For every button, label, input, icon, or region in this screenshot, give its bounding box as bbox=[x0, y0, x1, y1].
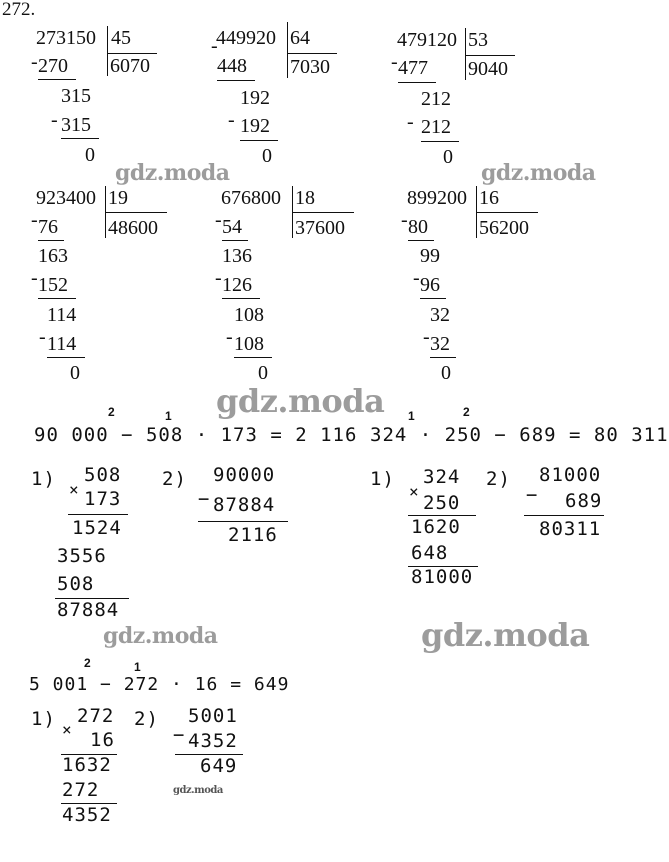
minus-sign: - bbox=[226, 326, 233, 348]
subtraction-line bbox=[524, 515, 604, 516]
step-label: 1) bbox=[31, 468, 56, 490]
minus-sign: − bbox=[526, 484, 539, 506]
minus-sign: - bbox=[211, 35, 218, 57]
order-mark: 2 bbox=[463, 405, 470, 419]
subtraction-line bbox=[38, 79, 76, 80]
quotient: 6070 bbox=[110, 55, 150, 77]
subtraction-line bbox=[408, 240, 434, 241]
remainder: 0 bbox=[85, 144, 95, 166]
multiply-sign: × bbox=[69, 480, 80, 499]
subtraction-line bbox=[421, 141, 459, 142]
factor: 324 bbox=[423, 466, 461, 488]
subtrahend: 114 bbox=[47, 333, 77, 355]
expression-line: 90 000 − 508 · 173 = 2 116 bbox=[34, 424, 358, 446]
subtrahend: 87884 bbox=[213, 494, 276, 516]
divisor-line bbox=[476, 212, 538, 213]
subtraction-line bbox=[38, 298, 76, 299]
remainder: 0 bbox=[443, 146, 453, 168]
partial-product: 272 bbox=[62, 779, 100, 801]
minus-sign: - bbox=[423, 326, 430, 348]
minus-sign: − bbox=[198, 488, 211, 510]
problem-number: 272. bbox=[2, 0, 36, 20]
divisor: 16 bbox=[479, 187, 499, 209]
divisor-line bbox=[107, 53, 157, 54]
watermark: gdz.moda bbox=[481, 160, 596, 186]
divisor-line bbox=[465, 55, 515, 56]
divisor: 19 bbox=[108, 187, 128, 209]
minuend: 5001 bbox=[188, 705, 238, 727]
factor: 173 bbox=[84, 488, 122, 510]
remainder: 0 bbox=[70, 362, 80, 384]
minus-sign: - bbox=[407, 111, 414, 133]
subtraction-line bbox=[198, 521, 288, 522]
subtrahend: 108 bbox=[234, 333, 264, 355]
product: 87884 bbox=[57, 599, 120, 621]
subtrahend: 76 bbox=[38, 216, 58, 238]
subtrahend: 126 bbox=[222, 274, 252, 296]
multiply-sign: × bbox=[62, 720, 73, 739]
minus-sign: - bbox=[31, 51, 38, 73]
order-mark: 2 bbox=[108, 405, 115, 419]
divisor: 45 bbox=[111, 27, 131, 49]
subtrahend: 152 bbox=[38, 274, 68, 296]
step-label: 2) bbox=[162, 468, 187, 490]
minus-sign: - bbox=[51, 109, 58, 131]
remainder: 315 bbox=[61, 85, 91, 107]
product: 4352 bbox=[62, 804, 112, 826]
remainder: 108 bbox=[234, 304, 264, 326]
remainder: 0 bbox=[441, 362, 451, 384]
multiplication-line bbox=[68, 514, 128, 515]
subtraction-line bbox=[240, 140, 278, 141]
divisor-line bbox=[292, 212, 354, 213]
divisor-line bbox=[105, 212, 167, 213]
subtrahend: 192 bbox=[240, 115, 270, 137]
subtrahend: 689 bbox=[565, 490, 603, 512]
subtraction-line bbox=[398, 82, 436, 83]
subtrahend: 212 bbox=[421, 116, 451, 138]
partial-product: 3556 bbox=[57, 545, 107, 567]
remainder: 99 bbox=[420, 245, 440, 267]
dividend: 479120 bbox=[397, 29, 457, 51]
dividend: 449920 bbox=[216, 27, 276, 49]
minus-sign: − bbox=[173, 724, 186, 746]
remainder: 114 bbox=[47, 304, 77, 326]
factor: 272 bbox=[77, 705, 115, 727]
factor: 250 bbox=[423, 492, 461, 514]
partial-product: 1524 bbox=[72, 517, 122, 539]
subtraction-line bbox=[38, 240, 64, 241]
subtraction-line bbox=[61, 138, 99, 139]
subtraction-line bbox=[430, 357, 456, 358]
dividend: 923400 bbox=[36, 187, 96, 209]
subtrahend: 315 bbox=[61, 114, 91, 136]
divisor-line bbox=[287, 53, 337, 54]
step-label: 2) bbox=[134, 708, 159, 730]
subtrahend: 4352 bbox=[188, 730, 238, 752]
quotient: 9040 bbox=[468, 58, 508, 80]
difference: 649 bbox=[200, 755, 238, 777]
quotient: 37600 bbox=[295, 217, 345, 239]
order-mark: 1 bbox=[134, 660, 141, 674]
dividend: 273150 bbox=[36, 27, 96, 49]
minuend: 81000 bbox=[539, 464, 602, 486]
quotient: 48600 bbox=[108, 217, 158, 239]
minus-sign: - bbox=[31, 267, 38, 289]
step-label: 1) bbox=[31, 708, 56, 730]
division-bar bbox=[107, 26, 108, 76]
minus-sign: - bbox=[391, 51, 398, 73]
quotient: 56200 bbox=[479, 217, 529, 239]
factor: 16 bbox=[90, 729, 115, 751]
product: 81000 bbox=[411, 566, 474, 588]
remainder: 192 bbox=[240, 87, 270, 109]
divisor: 64 bbox=[290, 27, 310, 49]
watermark: gdz.moda bbox=[115, 160, 230, 186]
order-mark: 1 bbox=[165, 409, 172, 423]
order-mark: 2 bbox=[84, 656, 91, 670]
subtraction-line bbox=[420, 298, 446, 299]
partial-product: 508 bbox=[57, 573, 95, 595]
subtraction-line bbox=[234, 357, 272, 358]
step-label: 2) bbox=[486, 468, 511, 490]
minus-sign: - bbox=[228, 109, 235, 131]
subtraction-line bbox=[217, 80, 255, 81]
subtrahend: 80 bbox=[408, 216, 428, 238]
partial-product: 1632 bbox=[62, 754, 112, 776]
remainder: 32 bbox=[430, 304, 450, 326]
minus-sign: - bbox=[215, 209, 222, 231]
watermark: gdz.moda bbox=[421, 616, 590, 654]
division-bar bbox=[287, 22, 288, 78]
minuend: 90000 bbox=[213, 464, 276, 486]
quotient: 7030 bbox=[290, 56, 330, 78]
minus-sign: - bbox=[39, 326, 46, 348]
expression-line: 5 001 − 272 · 16 = 649 bbox=[29, 674, 290, 695]
difference: 2116 bbox=[228, 524, 278, 546]
watermark: gdz.moda bbox=[103, 623, 218, 649]
remainder: 0 bbox=[258, 362, 268, 384]
remainder: 136 bbox=[222, 245, 252, 267]
subtrahend: 54 bbox=[222, 216, 242, 238]
step-label: 1) bbox=[370, 468, 395, 490]
factor: 508 bbox=[84, 464, 122, 486]
watermark: gdz.moda bbox=[216, 382, 385, 420]
partial-product: 648 bbox=[411, 542, 449, 564]
minus-sign: - bbox=[401, 209, 408, 231]
multiply-sign: × bbox=[409, 482, 420, 501]
watermark: gdz.moda bbox=[173, 785, 223, 796]
division-bar bbox=[465, 28, 466, 80]
order-mark: 1 bbox=[408, 409, 415, 423]
difference: 80311 bbox=[539, 518, 602, 540]
subtraction-line bbox=[222, 240, 248, 241]
subtrahend: 270 bbox=[38, 55, 68, 77]
minus-sign: - bbox=[413, 267, 420, 289]
subtrahend: 477 bbox=[398, 57, 428, 79]
subtrahend: 96 bbox=[420, 274, 440, 296]
minus-sign: - bbox=[215, 267, 222, 289]
divisor: 18 bbox=[295, 187, 315, 209]
subtrahend: 32 bbox=[430, 333, 450, 355]
subtrahend: 448 bbox=[217, 55, 247, 77]
dividend: 899200 bbox=[407, 187, 467, 209]
expression-line: 324 · 250 − 689 = 80 311 bbox=[370, 424, 669, 446]
subtraction-line bbox=[222, 298, 260, 299]
dividend: 676800 bbox=[221, 187, 281, 209]
remainder: 163 bbox=[38, 245, 68, 267]
divisor: 53 bbox=[468, 29, 488, 51]
remainder: 0 bbox=[262, 145, 272, 167]
partial-product: 1620 bbox=[411, 516, 461, 538]
subtraction-line bbox=[47, 357, 85, 358]
minus-sign: - bbox=[31, 209, 38, 231]
remainder: 212 bbox=[421, 88, 451, 110]
